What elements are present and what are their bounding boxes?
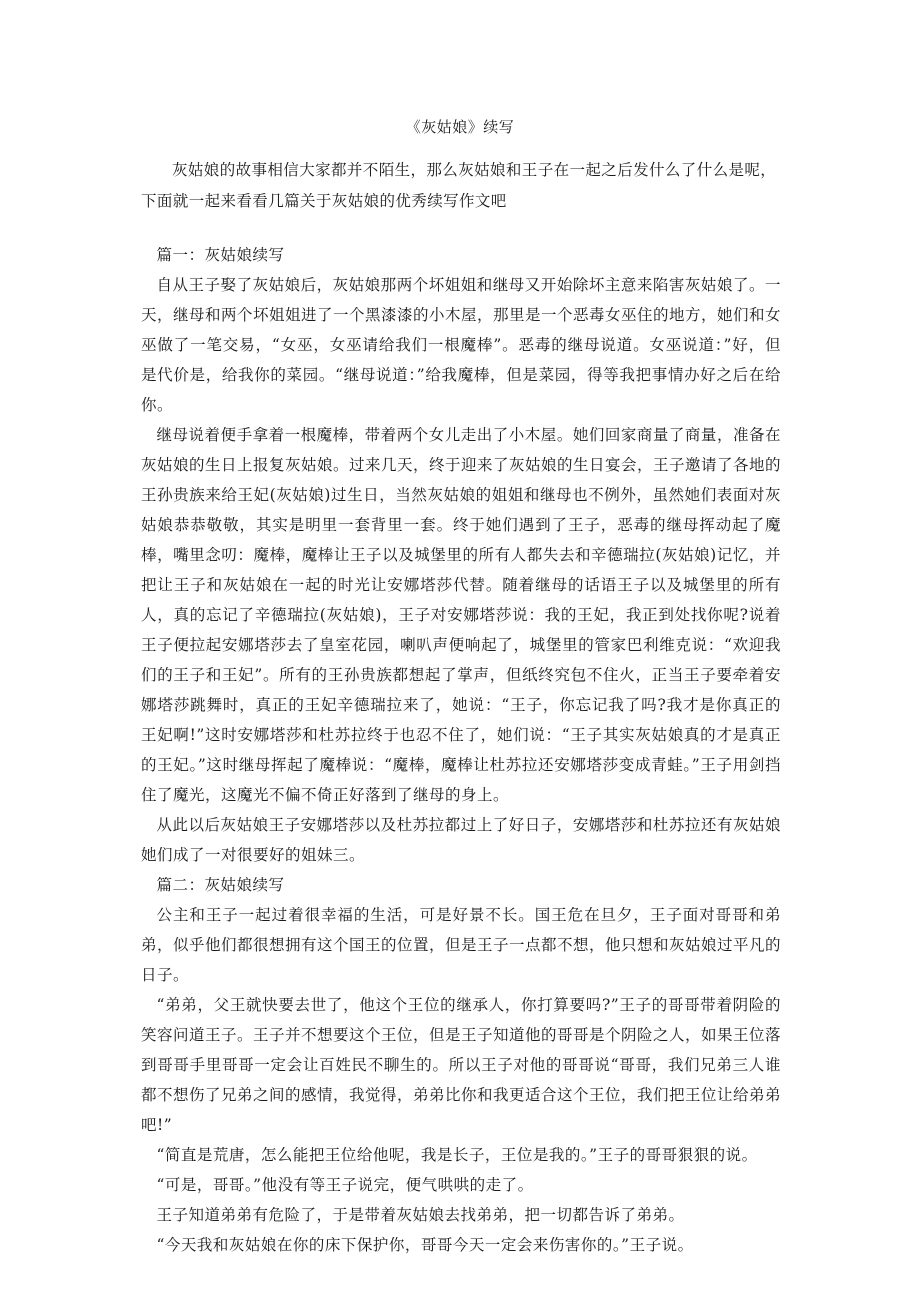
paragraph: 从此以后灰姑娘王子安娜塔莎以及杜苏拉都过上了好日子，安娜塔莎和杜苏拉还有灰姑娘她们成了一对很要好的姐妹三。 [141,816,781,864]
paragraph: 王子知道弟弟有危险了，于是带着灰姑娘去找弟弟，把一切都告诉了弟弟。 [156,1206,685,1224]
paragraph: 继母说着便手拿着一根魔棒，带着两个女儿走出了小木屋。她们回家商量了商量，准备在灰姑娘的生日上报复灰姑娘。过来几天，终于迎来了灰姑娘的生日宴会，王子邀请了各地的王孙贵族来给王妃(灰姑娘)过生日，当然灰姑娘的姐姐和继母也不例外，虽然她们表面对灰姑娘恭恭敬敬，其实是明里一套背里一套。终于她们遇到了王子，恶毒的继母挥动起了魔棒，嘴里念叨：魔棒，魔棒让王子以及城堡里的所有人都失去和辛德瑞拉(灰姑娘)记忆，并把让王子和灰姑娘在一起的时光让安娜塔莎代替。随着继母的话语王子以及城堡里的所有人，真的忘记了辛德瑞拉(灰姑娘)，王子对安娜塔莎说：我的王妃，我正到处找你呢?说着王子便拉起安娜塔莎去了皇室花园，喇叭声便响起了，城堡里的管家巴利维克说：“欢迎我们的王子和王妃”。所有的王孙贵族都想起了掌声，但纸终究包不住火，正当王子要牵着安娜塔莎跳舞时，真正的王妃辛德瑞拉来了，她说：“王子，你忘记我了吗?我才是你真正的王妃啊!”这时安娜塔莎和杜苏拉终于也忍不住了，她们说：“王子其实灰姑娘真的才是真正的王妃。”这时继母挥起了魔棒说：“魔棒，魔棒让杜苏拉还安娜塔莎变成青蛙。”王子用剑挡住了魔光，这魔光不偏不倚正好落到了继母的身上。 [141,426,782,804]
document-title: 《灰姑娘》续写 [405,118,515,136]
paragraph: “弟弟，父王就快要去世了，他这个王位的继承人，你打算要吗?”王子的哥哥带着阴险的笑容问道王子。王子并不想要这个王位，但是王子知道他的哥哥是个阴险之人，如果王位落到哥哥手里哥哥一定会让百姓民不聊生的。所以王子对他的哥哥说“哥哥，我们兄弟三人谁都不想伤了兄弟之间的感情，我觉得，弟弟比你和我更适合这个王位，我们把王位让给弟弟吧!” [141,996,782,1134]
paragraph: 自从王子娶了灰姑娘后，灰姑娘那两个坏姐姐和继母又开始除坏主意来陷害灰姑娘了。一天，继母和两个坏姐姐进了一个黑漆漆的小木屋，那里是一个恶毒女巫住的地方，她们和女巫做了一笔交易，“女巫，女巫请给我们一根魔棒”。恶毒的继母说道。女巫说道：”好，但是代价是，给我你的菜园。“继母说道：”给我魔棒，但是菜园，得等我把事情办好之后在给你。 [141,276,782,414]
paragraph: “可是，哥哥。”他没有等王子说完，便气哄哄的走了。 [156,1176,534,1194]
paragraph: “今天我和灰姑娘在你的床下保护你，哥哥今天一定会来伤害你的。”王子说。 [156,1236,694,1254]
section-heading: 篇一：灰姑娘续写 [156,246,285,264]
document-body [141,240,781,1260]
intro-paragraph: 灰姑娘的故事相信大家都并不陌生，那么灰姑娘和王子在一起之后发什么了什么是呢，下面就一起来看看几篇关于灰姑娘的优秀续写作文吧 [141,161,777,210]
section-heading: 篇二：灰姑娘续写 [156,876,285,894]
paragraph: 公主和王子一起过着很幸福的生活，可是好景不长。国王危在旦夕，王子面对哥哥和弟弟，似乎他们都很想拥有这个国王的位置，但是王子一点都不想，他只想和灰姑娘过平凡的日子。 [141,906,782,984]
paragraph: “简直是荒唐，怎么能把王位给他呢，我是长子，王位是我的。”王子的哥哥狠狠的说。 [156,1146,758,1164]
